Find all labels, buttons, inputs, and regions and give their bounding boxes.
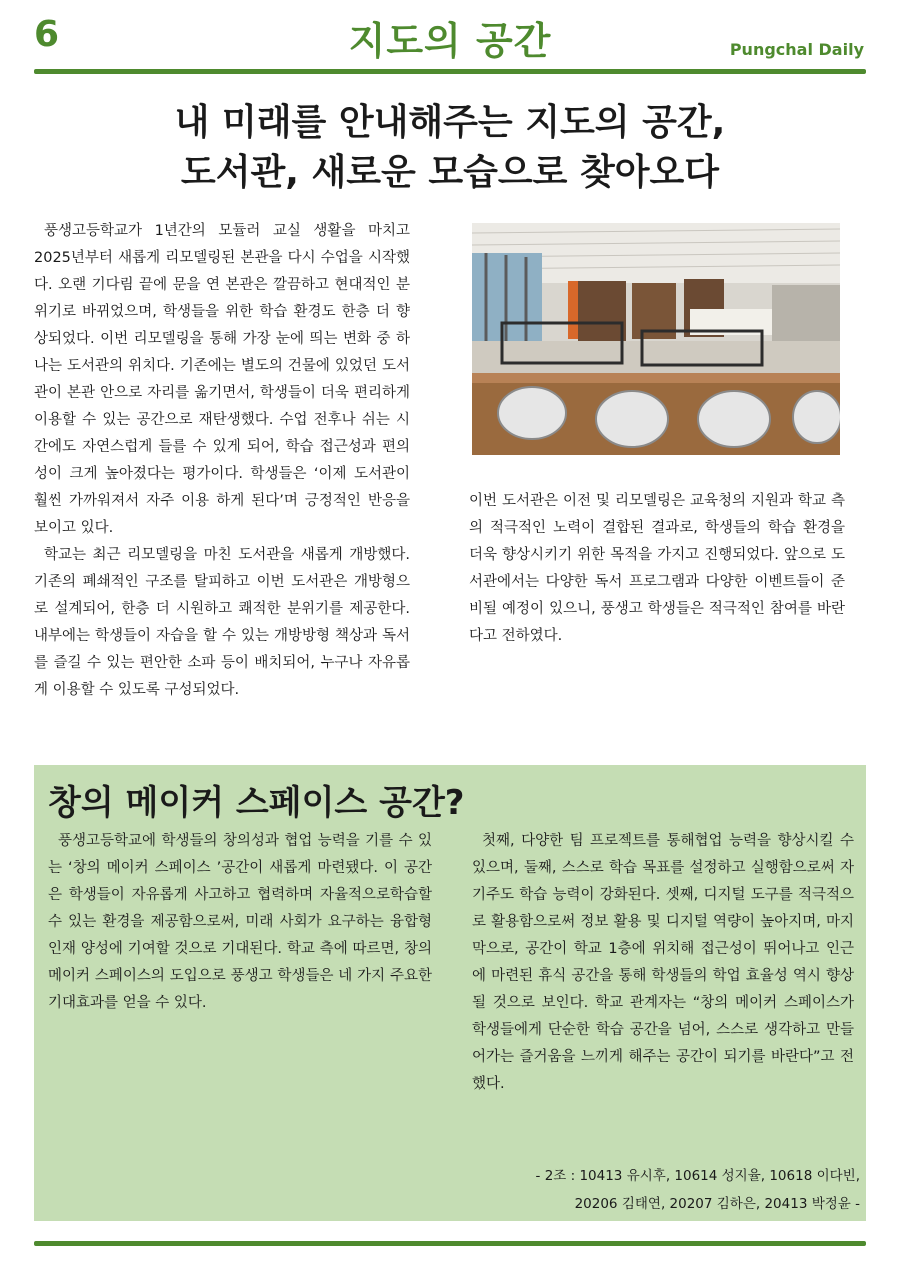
feature-left-column bbox=[48, 828, 432, 1017]
credits bbox=[536, 1162, 860, 1218]
headline-line-2: 도서관, 새로운 모습으로 찾아오다 bbox=[180, 152, 720, 193]
brand-name: Pungchal Daily bbox=[729, 40, 864, 59]
article-paragraph: 이번 도서관은 이전 및 리모델링은 교육청의 지원과 학교 측의 적극적인 노력이 결합된 결과로, 학생들의 학습 환경을 더욱 향상시키기 위한 목적을 가지고 진행되었다. 앞으로 도서관에서는 다양한 독서 프로그램과 다양한 이벤트들이 준비될 예정이 있으니, 풍생고 학생들은 적극적인 참여를 바란다고 전하였다. bbox=[469, 493, 845, 644]
library-photo bbox=[472, 223, 840, 455]
section-title: 지도의 공간 bbox=[348, 19, 552, 63]
article-paragraph: 풍생고등학교가 1년간의 모듈러 교실 생활을 마치고 2025년부터 새롭게 리모델링된 본관을 다시 수업을 시작했다. 오랜 기다림 끝에 문을 연 본관은 깔끔하고 현대적인 분위기로 바뀌었으며, 학생들을 위한 학습 환경도 한층 더 향상되었다. 이번 리모델링을 통해 가장 눈에 띄는 변화 중 하나는 도서관의 위치다. 기존에는 별도의 건물에 있었던 도서관이 본관 안으로 자리를 옮기면서, 학생들이 더욱 편리하게 이용할 수 있는 공간으로 재탄생했다. 수업 전후나 쉬는 시간에도 자연스럽게 들를 수 있게 되어, 학습 접근성과 편의성이 크게 높아졌다는 평가이다. 학생들은 ‘이제 도서관이 훨씬 가까워져서 자주 이용 하게 된다’며 긍정적인 반응을 보이고 있다. bbox=[34, 223, 410, 536]
page-number: 6 bbox=[34, 14, 60, 55]
article-paragraph: 학교는 최근 리모델링을 마친 도서관을 새롭게 개방했다. 기존의 폐쇄적인 구조를 탈피하고 이번 도서관은 개방형으로 설계되어, 한층 더 시원하고 쾌적한 분위기를 제공한다. 내부에는 학생들이 자습을 할 수 있는 개방방형 책상과 독서를 즐길 수 있는 편안한 소파 등이 배치되어, 누구나 자유롭게 이용할 수 있도록 구성되었다. bbox=[34, 547, 410, 698]
credits-line-1: - 2조 : 10413 유시후, 10614 성지율, 10618 이다빈, bbox=[535, 1168, 860, 1184]
library-interior-illustration bbox=[472, 223, 840, 455]
feature-title: 창의 메이커 스페이스 공간? bbox=[48, 783, 465, 823]
header-rule bbox=[34, 69, 866, 74]
headline-line-1: 내 미래를 안내해주는 지도의 공간, bbox=[174, 102, 726, 143]
article-right-column bbox=[469, 488, 845, 650]
footer-rule bbox=[34, 1241, 866, 1246]
feature-right-column bbox=[472, 828, 854, 1098]
article-left-column bbox=[34, 218, 410, 704]
feature-paragraph: 풍생고등학교에 학생들의 창의성과 협업 능력을 기를 수 있는 ‘창의 메이커 스페이스 ’공간이 새롭게 마련됐다. 이 공간은 학생들이 자유롭게 사고하고 협력하며 자율적으로학습할 수 있는 환경을 제공함으로써, 미래 사회가 요구하는 융합형 인재 양성에 기여할 것으로 기대된다. 학교 측에 따르면, 창의 메이커 스페이스의 도입으로 풍생고 학생들은 네 가지 주요한 기대효과를 얻을 수 있다. bbox=[48, 833, 432, 1011]
credits-line-2: 20206 김태연, 20207 김하은, 20413 박정윤 - bbox=[574, 1196, 860, 1212]
headline bbox=[60, 98, 840, 198]
feature-paragraph: 첫째, 다양한 팀 프로젝트를 통해협업 능력을 향상시킬 수 있으며, 둘째, 스스로 학습 목표를 설정하고 실행함으로써 자기주도 학습 능력이 강화된다. 셋째, 디지털 도구를 적극적으로 활용함으로써 정보 활용 및 디지털 역량이 높아지며, 마지막으로, 공간이 학교 1층에 위치해 접근성이 뛰어나고 인근에 마련된 휴식 공간을 통해 학생들의 학업 효율성 역시 향상될 것으로 보인다. 학교 관계자는 “창의 메이커 스페이스가 학생들에게 단순한 학습 공간을 넘어, 스스로 생각하고 만들어가는 즐거움을 느끼게 해주는 공간이 되기를 바란다”고 전했다. bbox=[472, 833, 854, 1092]
